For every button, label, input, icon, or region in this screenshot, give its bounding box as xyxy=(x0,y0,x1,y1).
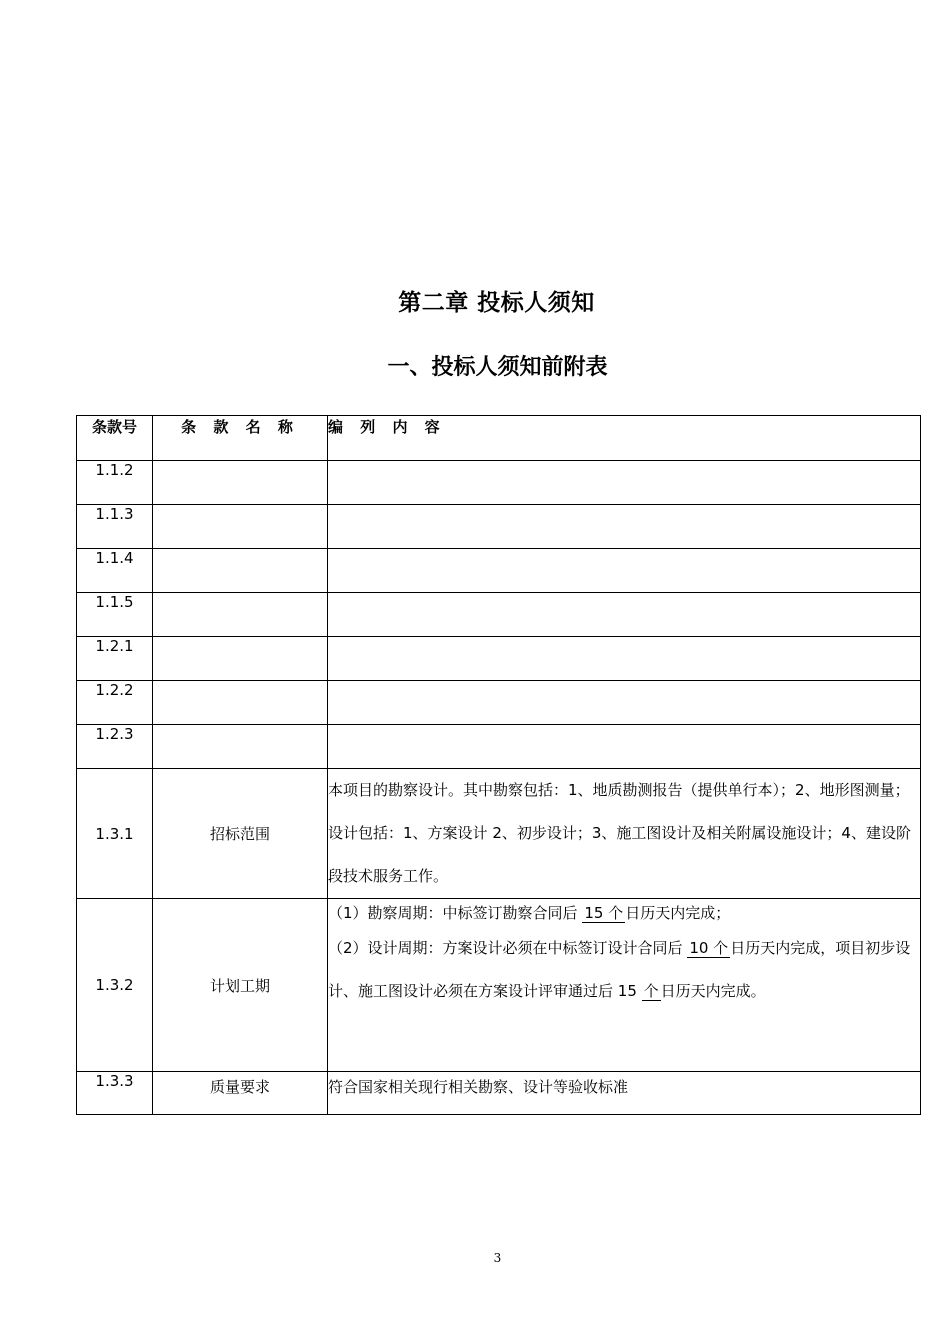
clause-number: 1.1.5 xyxy=(77,593,153,637)
clause-content xyxy=(328,505,921,549)
clause-name: 质量要求 xyxy=(153,1072,328,1115)
table-row-quality-requirement xyxy=(77,1072,921,1115)
section-title: 一、投标人须知前附表 xyxy=(387,355,608,380)
survey-period-text: （1）勘察周期：中标签订勘察合同后 15 个 日历天内完成； xyxy=(328,904,731,922)
table-row xyxy=(77,505,921,549)
page-number: 3 xyxy=(493,1251,502,1265)
table-header-row xyxy=(77,416,921,461)
clause-number: 1.1.2 xyxy=(77,461,153,505)
clause-number: 1.1.4 xyxy=(77,549,153,593)
table-row-bid-scope xyxy=(77,769,921,899)
clause-name xyxy=(153,681,328,725)
header-clause-number: 条款号 xyxy=(77,416,153,461)
clause-number: 1.1.3 xyxy=(77,505,153,549)
clause-number: 1.3.1 xyxy=(77,769,153,899)
chapter-title: 第二章 投标人须知 xyxy=(398,290,595,316)
clause-content: 符合国家相关现行相关勘察、设计等验收标准 xyxy=(328,1072,921,1115)
clause-content xyxy=(328,637,921,681)
clause-name xyxy=(153,549,328,593)
clause-name xyxy=(153,637,328,681)
clause-content xyxy=(328,681,921,725)
table-row xyxy=(77,461,921,505)
clause-name: 计划工期 xyxy=(153,899,328,1072)
clause-name: 招标范围 xyxy=(153,769,328,899)
clause-content xyxy=(328,593,921,637)
bid-scope-text: 本项目的勘察设计。其中勘察包括：1、地质勘测报告（提供单行本）；2、地形图测量；设计包括：1、方案设计 2、初步设计；3、施工图设计及相关附属设施设计；4、建设阶段技术服务工作。 xyxy=(328,781,911,885)
table-row-planned-schedule xyxy=(77,899,921,1072)
clause-number: 1.3.2 xyxy=(77,899,153,1072)
table-row xyxy=(77,593,921,637)
clause-number: 1.2.3 xyxy=(77,725,153,769)
table-row xyxy=(77,549,921,593)
clause-name xyxy=(153,725,328,769)
header-clause-name: 条 款 名 称 xyxy=(153,416,328,461)
clause-content xyxy=(328,461,921,505)
table-row xyxy=(77,637,921,681)
clause-content xyxy=(328,549,921,593)
clause-content xyxy=(328,899,921,1072)
clause-content xyxy=(328,725,921,769)
table-row xyxy=(77,725,921,769)
clause-name xyxy=(153,461,328,505)
clause-number: 1.3.3 xyxy=(77,1072,153,1115)
header-content: 编 列 内 容 xyxy=(328,416,921,461)
clause-content xyxy=(328,769,921,899)
clause-number: 1.2.1 xyxy=(77,637,153,681)
table-row xyxy=(77,681,921,725)
design-period-text: （2）设计周期：方案设计必须在中标签订设计合同后 10 个 日历天内完成，项目初步设计、施工图设计必须在方案设计评审通过后 15 个 日历天内完成。 xyxy=(328,939,911,1000)
clause-name xyxy=(153,505,328,549)
bidder-instructions-table xyxy=(76,415,921,1115)
clause-name xyxy=(153,593,328,637)
clause-number: 1.2.2 xyxy=(77,681,153,725)
